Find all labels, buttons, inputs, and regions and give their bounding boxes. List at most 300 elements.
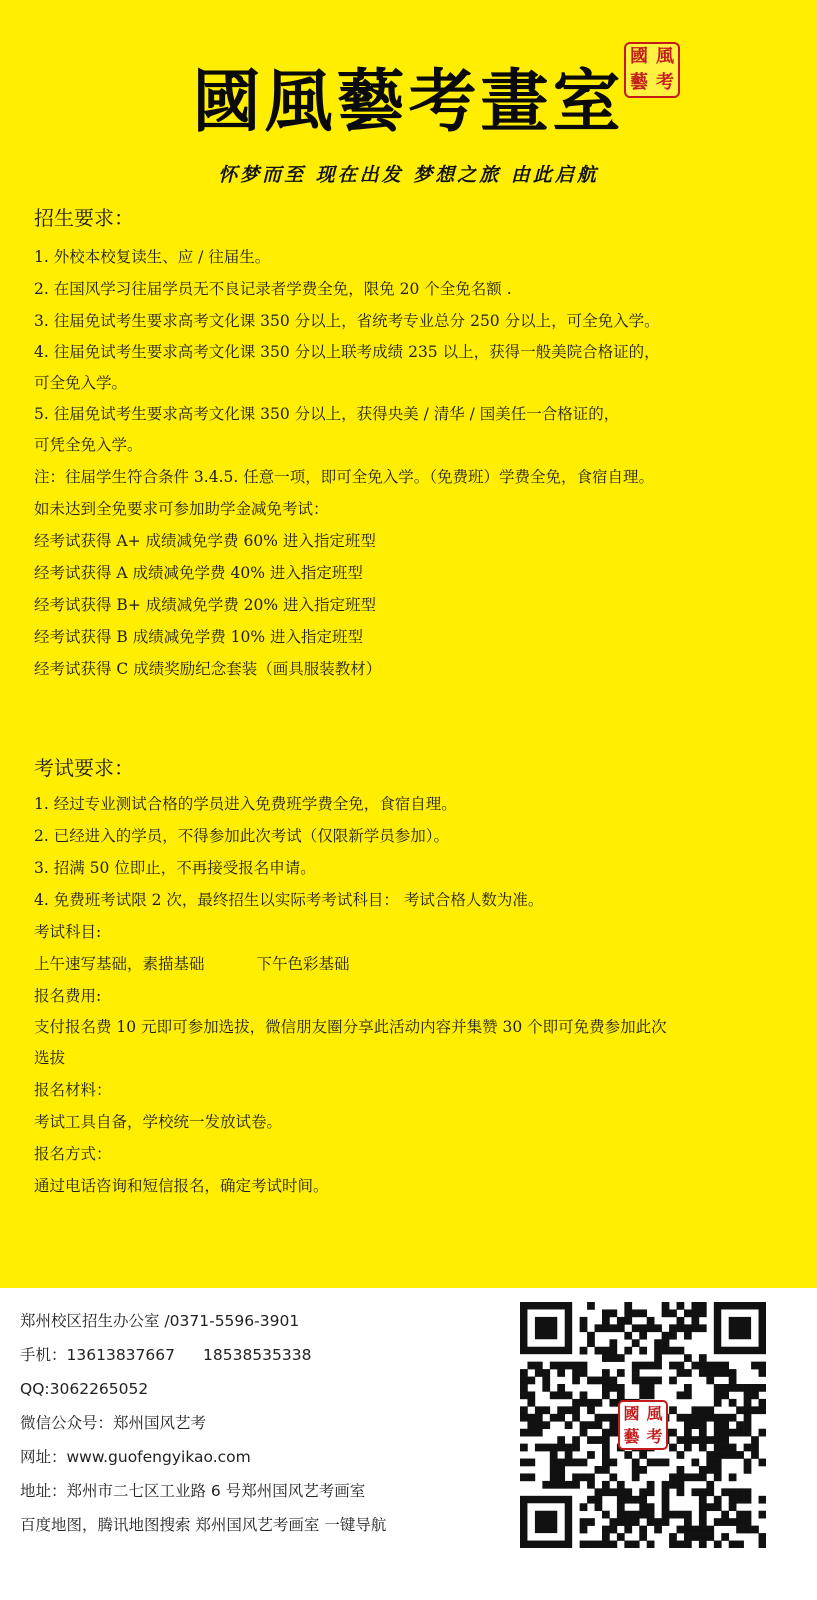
qr-module [706, 1526, 714, 1534]
qr-module [736, 1421, 744, 1429]
qr-module [535, 1362, 543, 1370]
qr-module [557, 1481, 565, 1489]
qr-module [602, 1414, 610, 1422]
qr-module [587, 1473, 595, 1481]
qr-module [520, 1459, 528, 1467]
qr-module [595, 1488, 603, 1496]
qr-module [699, 1362, 707, 1370]
qr-module [714, 1362, 722, 1370]
seal-stamp-icon [624, 42, 680, 98]
qr-module [557, 1473, 565, 1481]
qr-module [617, 1369, 625, 1377]
qr-module [691, 1488, 699, 1496]
qr-module [617, 1511, 625, 1519]
qr-module [684, 1511, 692, 1519]
qr-module [736, 1511, 744, 1519]
qr-module [699, 1488, 707, 1496]
qr-module [729, 1399, 737, 1407]
qr-module [557, 1391, 565, 1399]
qr-module [580, 1503, 588, 1511]
qr-module [654, 1459, 662, 1467]
qr-module [572, 1362, 580, 1370]
qr-module [639, 1347, 647, 1355]
qr-module [609, 1421, 617, 1429]
qr-module [632, 1511, 640, 1519]
qr-module [729, 1429, 737, 1437]
qr-module [669, 1324, 677, 1332]
qr-module [669, 1309, 677, 1317]
qr-module [602, 1309, 610, 1317]
qr-module [587, 1406, 595, 1414]
qr-module [595, 1324, 603, 1332]
qr-module [706, 1488, 714, 1496]
qr-module [677, 1302, 685, 1310]
qr-module [744, 1511, 752, 1519]
qr-module [550, 1362, 558, 1370]
qr-module [684, 1429, 692, 1437]
qr-module [542, 1444, 550, 1452]
qr-module [632, 1459, 640, 1467]
qr-module [677, 1391, 685, 1399]
qr-module [609, 1414, 617, 1422]
qr-module [624, 1451, 632, 1459]
exam-list [34, 788, 804, 1202]
qr-module [714, 1444, 722, 1452]
qr-module [602, 1324, 610, 1332]
qr-module [736, 1488, 744, 1496]
qr-module [744, 1406, 752, 1414]
qr-module [557, 1369, 565, 1377]
qr-module [527, 1414, 535, 1422]
qr-module [744, 1414, 752, 1422]
qr-module [744, 1496, 752, 1504]
qr-module [617, 1384, 625, 1392]
qr-module [595, 1421, 603, 1429]
qr-module [572, 1473, 580, 1481]
qr-module [699, 1526, 707, 1534]
qr-module [639, 1391, 647, 1399]
qr-module [677, 1526, 685, 1534]
qr-module [677, 1324, 685, 1332]
qr-module [662, 1459, 670, 1467]
qr-module [580, 1369, 588, 1377]
qr-module [550, 1451, 558, 1459]
qr-module [520, 1429, 528, 1437]
qr-module [602, 1317, 610, 1325]
qr-module [706, 1377, 714, 1385]
qr-module [684, 1518, 692, 1526]
qr-module [706, 1369, 714, 1377]
qr-module [684, 1332, 692, 1340]
qr-module [729, 1377, 737, 1385]
qr-module [609, 1309, 617, 1317]
qr-module [624, 1526, 632, 1534]
qr-module [624, 1309, 632, 1317]
seal-char: 藝 [623, 1426, 640, 1446]
qr-module [729, 1518, 737, 1526]
qr-module [624, 1317, 632, 1325]
qr-module [565, 1444, 573, 1452]
qr-module [662, 1481, 670, 1489]
qr-module [706, 1406, 714, 1414]
qr-module [729, 1541, 737, 1548]
seal-char: 國 [623, 1403, 640, 1423]
qr-module [714, 1369, 722, 1377]
qr-module [721, 1444, 729, 1452]
qr-module [699, 1354, 707, 1362]
list-item: 经考试获得 A 成绩减免学费 40% 进入指定班型 [34, 564, 363, 582]
seal-char: 國 [630, 46, 648, 67]
qr-module [736, 1496, 744, 1504]
qr-module [639, 1384, 647, 1392]
qr-module [684, 1444, 692, 1452]
qr-module [699, 1511, 707, 1519]
qr-module [751, 1526, 759, 1534]
qr-module [684, 1384, 692, 1392]
qr-module [699, 1503, 707, 1511]
qr-module [714, 1414, 722, 1422]
qr-module [699, 1414, 707, 1422]
qr-module [565, 1481, 573, 1489]
list-item: 1. 外校本校复读生、应 / 往届生。 [34, 248, 271, 266]
wechat-account: 微信公众号：郑州国风艺考 [20, 1414, 207, 1432]
qr-module [706, 1533, 714, 1541]
qr-module [721, 1518, 729, 1526]
qr-module [602, 1526, 610, 1534]
qr-module [557, 1406, 565, 1414]
qr-module [729, 1451, 737, 1459]
qr-module [647, 1481, 655, 1489]
list-item: 经考试获得 A+ 成绩减免学费 60% 进入指定班型 [34, 532, 376, 550]
qr-module [527, 1473, 535, 1481]
qr-module [572, 1369, 580, 1377]
list-item: 注：往届学生符合条件 3.4.5. 任意一项，即可全免入学。（免费班）学费全免，食宿自理。 [34, 468, 654, 486]
qr-module [714, 1473, 722, 1481]
qr-module [639, 1488, 647, 1496]
qr-module [751, 1451, 759, 1459]
qr-module [542, 1406, 550, 1414]
qr-module [654, 1339, 662, 1347]
qr-module [751, 1391, 759, 1399]
subjects-line [34, 948, 804, 980]
qr-module [580, 1421, 588, 1429]
qr-module [580, 1541, 588, 1548]
qr-module [714, 1466, 722, 1474]
seal-char: 藝 [630, 72, 648, 93]
qr-module [647, 1488, 655, 1496]
qr-module [542, 1481, 550, 1489]
qr-module [677, 1347, 685, 1355]
fee-label: 报名费用: [34, 987, 102, 1005]
qr-module [609, 1354, 617, 1362]
website-link: 网址：www.guofengyikao.com [20, 1448, 251, 1466]
seal-char: 風 [646, 1403, 663, 1423]
qr-module [527, 1429, 535, 1437]
qr-module [572, 1481, 580, 1489]
qr-module [587, 1332, 595, 1340]
qr-module [602, 1466, 610, 1474]
qr-module [565, 1362, 573, 1370]
qr-module [550, 1459, 558, 1467]
qr-module [647, 1541, 655, 1548]
qr-module [595, 1541, 603, 1548]
qr-module [580, 1347, 588, 1355]
qr-module [580, 1324, 588, 1332]
qr-module [639, 1309, 647, 1317]
qr-module [647, 1362, 655, 1370]
list-item: 5. 往届免试考生要求高考文化课 350 分以上，获得央美 / 清华 / 国美任一合格证的， [34, 405, 620, 423]
qr-module [669, 1347, 677, 1355]
qr-module [714, 1384, 722, 1392]
qr-module [669, 1377, 677, 1385]
qr-module [617, 1488, 625, 1496]
seal-char: 風 [656, 46, 674, 67]
qr-module [691, 1362, 699, 1370]
qr-module [587, 1436, 595, 1444]
qr-module [677, 1481, 685, 1489]
qr-module [595, 1377, 603, 1385]
qr-module [684, 1414, 692, 1422]
qr-module [729, 1444, 737, 1452]
qr-module [624, 1488, 632, 1496]
qr-module [677, 1473, 685, 1481]
qr-module [699, 1369, 707, 1377]
qr-module [736, 1384, 744, 1392]
qr-module [572, 1459, 580, 1467]
qr-module [565, 1459, 573, 1467]
qr-module [587, 1377, 595, 1385]
qr-module [632, 1466, 640, 1474]
qr-module [595, 1414, 603, 1422]
qr-module [520, 1369, 528, 1377]
qr-module [639, 1451, 647, 1459]
qr-module [654, 1362, 662, 1370]
qr-module [609, 1347, 617, 1355]
qr-module [721, 1429, 729, 1437]
qr-module [624, 1302, 632, 1310]
qr-module [706, 1414, 714, 1422]
qr-module [639, 1332, 647, 1340]
qr-module [744, 1391, 752, 1399]
qr-module [535, 1317, 557, 1339]
qr-module [759, 1429, 766, 1437]
qr-module [721, 1414, 729, 1422]
qr-module [729, 1503, 737, 1511]
qr-module [751, 1444, 759, 1452]
seal-char: 考 [656, 72, 674, 93]
materials-label: 报名材料： [34, 1081, 112, 1099]
qr-module [714, 1421, 722, 1429]
qr-module [520, 1414, 528, 1422]
qr-module [759, 1362, 766, 1370]
qr-module [639, 1526, 647, 1534]
enrollment-heading: 招生要求： [34, 206, 134, 230]
qr-module [535, 1421, 543, 1429]
qr-module [557, 1444, 565, 1452]
qr-module [736, 1518, 744, 1526]
qr-module [669, 1444, 677, 1452]
qr-module [557, 1436, 565, 1444]
qr-module [669, 1473, 677, 1481]
qr-module [632, 1369, 640, 1377]
qr-module [609, 1488, 617, 1496]
qr-module [744, 1421, 752, 1429]
qr-module [624, 1332, 632, 1340]
qr-module [527, 1459, 535, 1467]
qr-module [684, 1526, 692, 1534]
address: 地址：郑州市二七区工业路 6 号郑州国风艺考画室 [20, 1482, 366, 1500]
qr-module [684, 1391, 692, 1399]
qr-module [714, 1436, 722, 1444]
mobile-label: 手机： [20, 1346, 67, 1364]
qr-module [684, 1324, 692, 1332]
seal-stamp-icon [618, 1400, 668, 1450]
qr-code-icon [520, 1302, 766, 1548]
qr-module [669, 1541, 677, 1548]
qr-module [677, 1414, 685, 1422]
qr-module [639, 1503, 647, 1511]
enrollment-list [34, 241, 804, 685]
subject-morning: 上午速写基础，素描基础 [34, 955, 205, 973]
qr-module [550, 1414, 558, 1422]
qr-module [744, 1526, 752, 1534]
qr-module [587, 1339, 595, 1347]
qr-module [714, 1459, 722, 1467]
qr-module [699, 1302, 707, 1310]
qr-module [557, 1414, 565, 1422]
qr-module [654, 1354, 662, 1362]
qr-module [699, 1533, 707, 1541]
qr-module [609, 1541, 617, 1548]
qr-module [624, 1518, 632, 1526]
qr-module [669, 1533, 677, 1541]
qr-module [580, 1473, 588, 1481]
qr-module [580, 1459, 588, 1467]
list-item: 可全免入学。 [34, 374, 128, 392]
qr-module [691, 1473, 699, 1481]
qr-module [587, 1481, 595, 1489]
qr-module [647, 1459, 655, 1467]
qr-module [677, 1488, 685, 1496]
qr-module [699, 1541, 707, 1548]
qr-module [565, 1451, 573, 1459]
qr-module [759, 1406, 766, 1414]
qr-module [691, 1526, 699, 1534]
qr-module [535, 1369, 543, 1377]
qr-module [609, 1518, 617, 1526]
qr-module [632, 1473, 640, 1481]
qr-module [699, 1421, 707, 1429]
qr-module [520, 1391, 528, 1399]
subjects-label: 考试科目: [34, 923, 102, 941]
qr-module [535, 1444, 543, 1452]
qr-module [587, 1541, 595, 1548]
qr-module [729, 1414, 737, 1422]
qr-module [602, 1384, 610, 1392]
qr-module [595, 1503, 603, 1511]
qr-module [759, 1541, 766, 1548]
qr-module [587, 1518, 595, 1526]
qr-module [609, 1339, 617, 1347]
qr-module [729, 1317, 751, 1339]
qr-module [684, 1421, 692, 1429]
method-text: 通过电话咨询和短信报名，确定考试时间。 [34, 1177, 329, 1195]
qr-module [542, 1369, 550, 1377]
qr-module [714, 1429, 722, 1437]
qr-module [639, 1377, 647, 1385]
qr-module [527, 1391, 535, 1399]
qr-module [662, 1503, 670, 1511]
qr-module [699, 1466, 707, 1474]
qr-module [624, 1347, 632, 1355]
qr-module [744, 1444, 752, 1452]
qr-module [602, 1429, 610, 1437]
qr-module [662, 1302, 670, 1310]
qr-module [535, 1414, 543, 1422]
qr-module [572, 1406, 580, 1414]
qr-module [527, 1421, 535, 1429]
list-item: 可凭全免入学。 [34, 436, 143, 454]
qr-module [624, 1541, 632, 1548]
qr-module [662, 1309, 670, 1317]
qr-module [609, 1526, 617, 1534]
qr-module [721, 1511, 729, 1519]
list-item: 2. 在国风学习往届学员无不良记录者学费全免，限免 20 个全免名额 . [34, 280, 512, 298]
qr-module [729, 1384, 737, 1392]
qr-module [714, 1541, 722, 1548]
qr-module [572, 1414, 580, 1422]
qr-module [662, 1339, 670, 1347]
qr-module [721, 1436, 729, 1444]
slogan: 怀梦而至 现在出发 梦想之旅 由此启航 [218, 164, 599, 186]
qr-module [587, 1496, 595, 1504]
qr-module [572, 1399, 580, 1407]
qr-module [632, 1362, 640, 1370]
qr-module [669, 1332, 677, 1340]
qr-module [647, 1324, 655, 1332]
qr-module [580, 1399, 588, 1407]
qr-module [580, 1526, 588, 1534]
qr-module [520, 1384, 528, 1392]
qr-module [632, 1324, 640, 1332]
qr-module [624, 1511, 632, 1519]
qr-module [647, 1384, 655, 1392]
qr-module [602, 1541, 610, 1548]
qr-module [542, 1421, 550, 1429]
qr-module [744, 1384, 752, 1392]
qr-module [677, 1451, 685, 1459]
qr-module [632, 1541, 640, 1548]
qr-module [706, 1459, 714, 1467]
qr-module [572, 1444, 580, 1452]
qr-module [602, 1488, 610, 1496]
qr-module [632, 1496, 640, 1504]
qr-module [729, 1488, 737, 1496]
list-item: 经考试获得 B+ 成绩减免学费 20% 进入指定班型 [34, 596, 377, 614]
qr-module [639, 1362, 647, 1370]
qr-module [550, 1481, 558, 1489]
qr-module [729, 1473, 737, 1481]
qr-module [759, 1511, 766, 1519]
seal-char: 考 [646, 1426, 663, 1446]
list-item: 3. 招满 50 位即止，不再接受报名申请。 [34, 859, 316, 877]
qr-module [714, 1451, 722, 1459]
qr-module [602, 1391, 610, 1399]
qr-module [647, 1317, 655, 1325]
qr-module [684, 1369, 692, 1377]
contact-info [20, 1304, 510, 1542]
qr-module [535, 1511, 557, 1533]
